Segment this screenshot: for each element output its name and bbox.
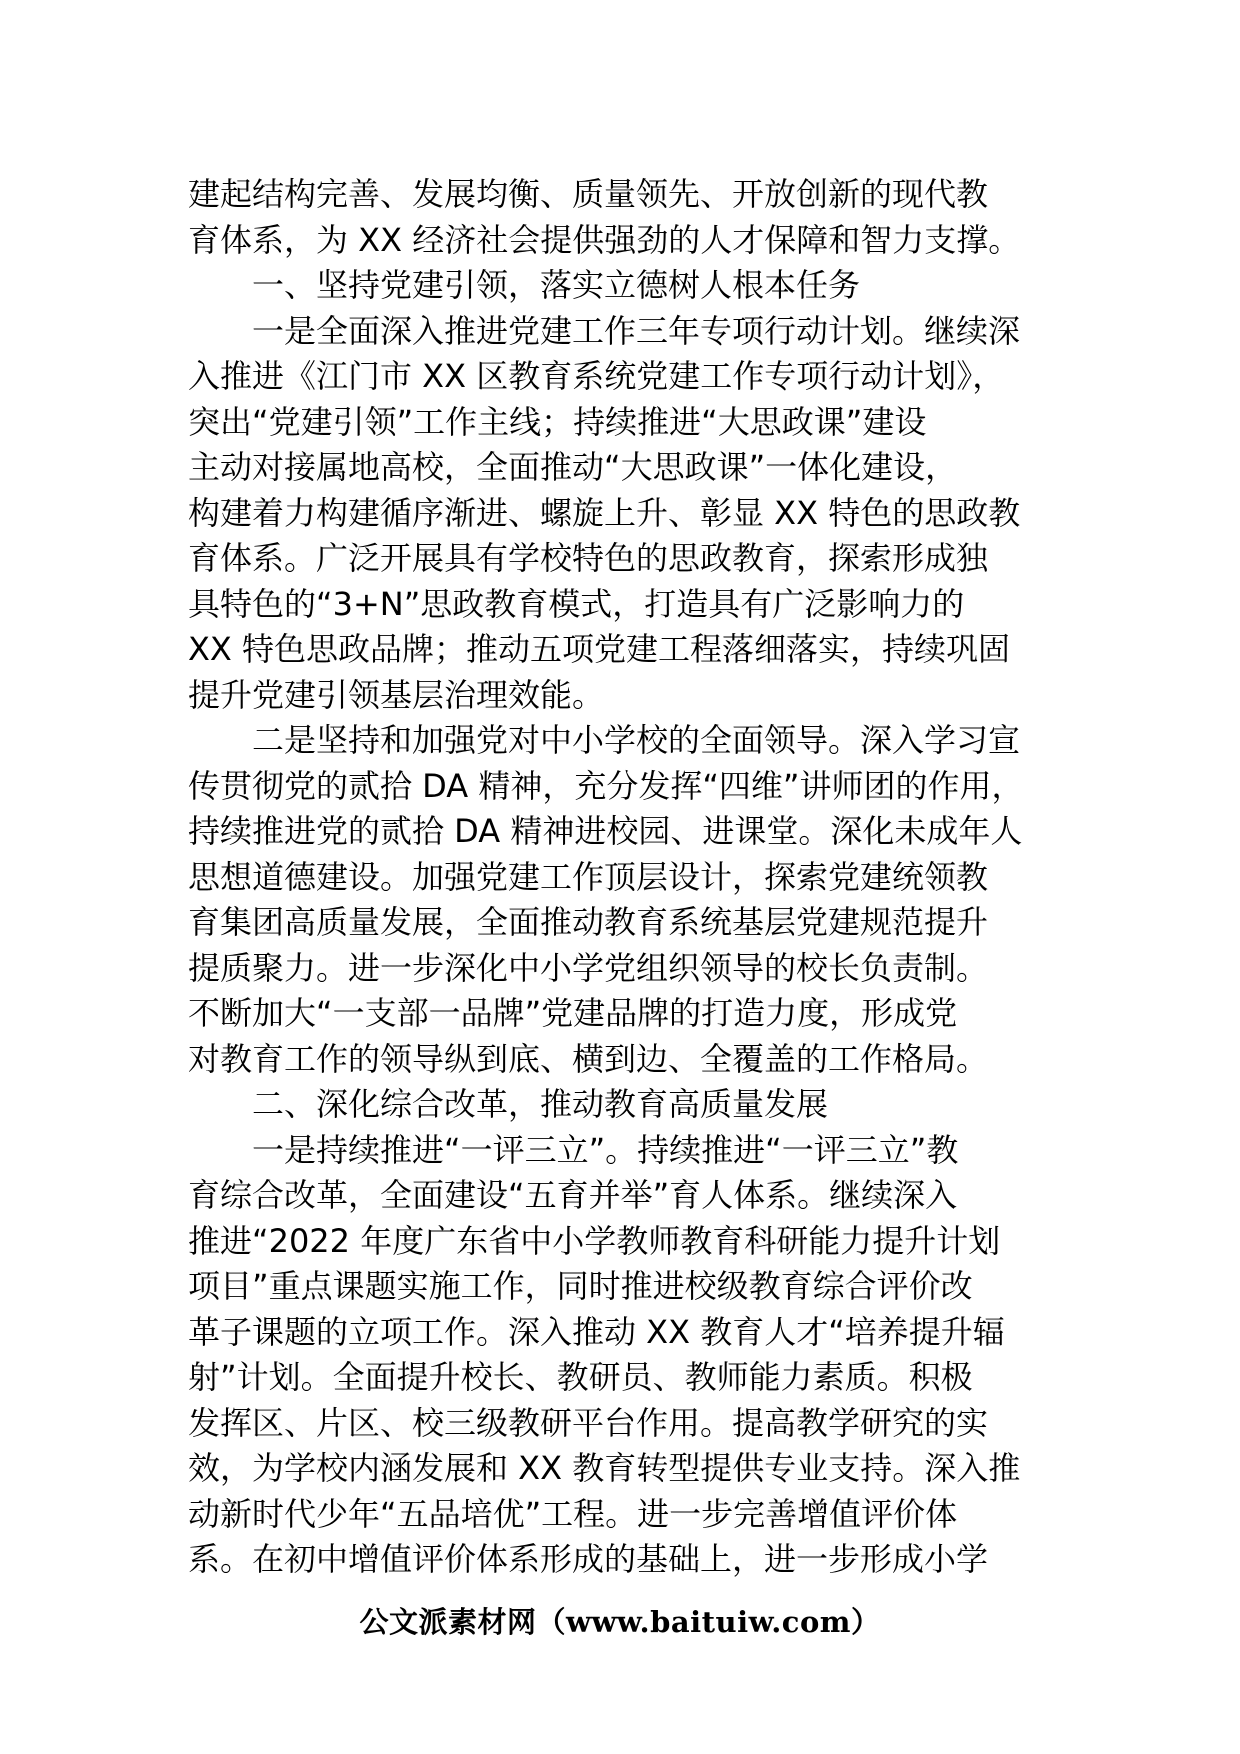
text-line: 效，为学校内涵发展和 XX 教育转型提供专业支持。深入推	[188, 1449, 1021, 1487]
text-line: XX 特色思政品牌；推动五项党建工程落细落实，持续巩固	[188, 630, 1011, 668]
text-line: 建起结构完善、发展均衡、质量领先、开放创新的现代教	[188, 175, 989, 213]
text-line: 持续推进党的贰拾 DA 精神进校园、进课堂。深化未成年人	[188, 812, 1023, 850]
text-line: 育体系，为 XX 经济社会提供强劲的人才保障和智力支撑。	[188, 220, 1021, 259]
text-line: 革子课题的立项工作。深入推动 XX 教育人才“培养提升辐	[188, 1312, 1005, 1351]
text-line: 一是全面深入推进党建工作三年专项行动计划。继续深	[252, 311, 1021, 350]
text-line: 构建着力构建循序渐进、螺旋上升、彰显 XX 特色的思政教	[188, 493, 1021, 532]
document-body	[188, 172, 1062, 1583]
text-line: 不断加大“一支部一品牌”党建品牌的打造力度，形成党	[188, 994, 958, 1032]
text-line: 发挥区、片区、校三级教研平台作用。提高教学研究的实	[188, 1403, 989, 1442]
text-line: 对教育工作的领导纵到底、横到边、全覆盖的工作格局。	[188, 1039, 989, 1078]
text-line: 推进“2022 年度广东省中小学教师教育科研能力提升计划	[188, 1221, 1001, 1260]
text-line: 提升党建引领基层治理效能。	[188, 675, 605, 714]
text-line: 具特色的“3+N”思政教育模式，打造具有广泛影响力的	[188, 584, 965, 623]
footer-watermark-text: 公文派素材网（www.baituiw.com）	[359, 1605, 881, 1639]
text-line: 动新时代少年“五品培优”工程。进一步完善增值评价体	[188, 1494, 958, 1533]
text-line: 提质聚力。进一步深化中小学党组织领导的校长负责制。	[188, 948, 989, 987]
text-line: 传贯彻党的贰拾 DA 精神，充分发挥“四维”讲师团的作用，	[188, 766, 1024, 805]
text-line: 一是持续推进“一评三立”。持续推进“一评三立”教	[252, 1130, 959, 1169]
text-line: 突出“党建引领”工作主线；持续推进“大思政课”建设	[188, 402, 927, 441]
text-line: 育集团高质量发展，全面推动教育系统基层党建规范提升	[188, 903, 989, 941]
text-line: 入推进《江门市 XX 区教育系统党建工作专项行动计划》，	[188, 357, 1005, 395]
text-line: 射”计划。全面提升校长、教研员、教师能力素质。积极	[188, 1358, 973, 1396]
page-footer	[0, 1602, 1240, 1642]
text-line: 项目”重点课题实施工作，同时推进校级教育综合评价改	[188, 1267, 973, 1305]
text-line: 育体系。广泛开展具有学校特色的思政教育，探索形成独	[188, 539, 989, 577]
text-line: 主动对接属地高校，全面推动“大思政课”一体化建设，	[188, 448, 958, 486]
text-line: 二是坚持和加强党对中小学校的全面领导。深入学习宣	[252, 721, 1021, 759]
text-line: 一、坚持党建引领，落实立德树人根本任务	[252, 266, 861, 304]
text-line: 思想道德建设。加强党建工作顶层设计，探索党建统领教	[188, 857, 989, 896]
text-line: 系。在初中增值评价体系形成的基础上，进一步形成小学	[188, 1540, 989, 1578]
text-line: 育综合改革，全面建设“五育并举”育人体系。继续深入	[188, 1176, 958, 1214]
text-line: 二、深化综合改革，推动教育高质量发展	[252, 1085, 829, 1123]
